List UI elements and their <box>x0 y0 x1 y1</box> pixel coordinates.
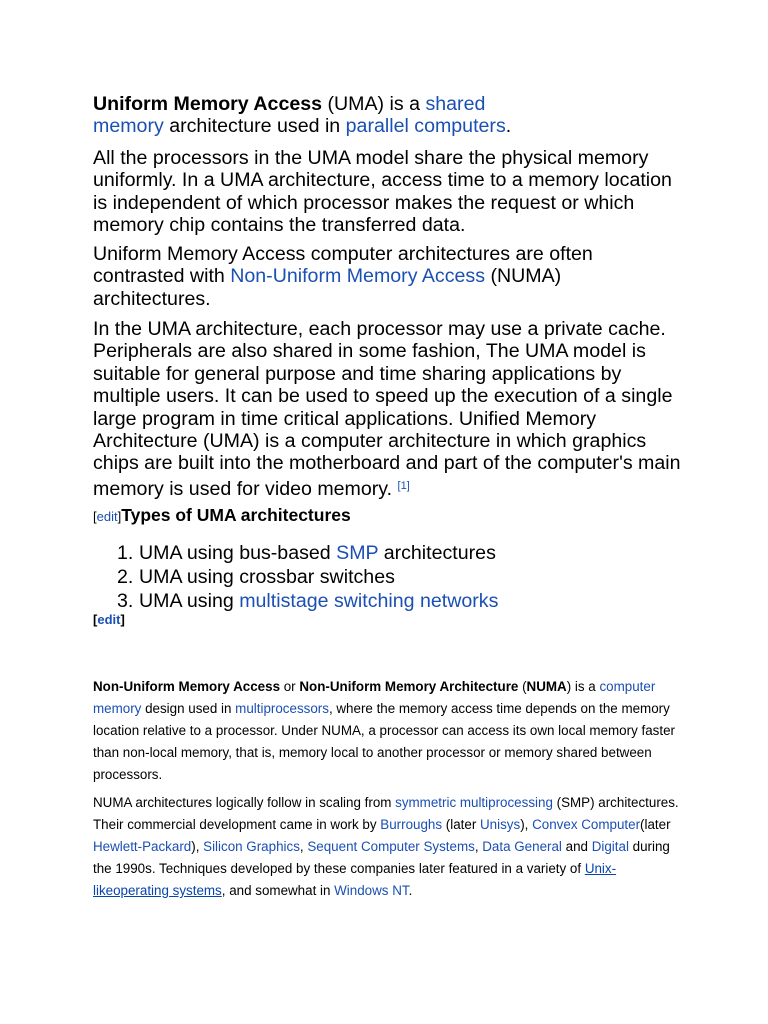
uma-intro <box>93 93 683 138</box>
link-symmetric-multiprocessing[interactable]: symmetric multiprocessing <box>395 795 553 810</box>
link-smp[interactable]: SMP <box>336 542 379 564</box>
section-heading-types <box>93 505 683 526</box>
link-sequent[interactable]: Sequent Computer Systems <box>307 839 475 854</box>
link-parallel-computers[interactable]: parallel computers <box>345 115 506 138</box>
edit-bracket: [edit] <box>93 509 122 524</box>
list-item: 2. UMA using crossbar switches <box>117 566 395 588</box>
link-silicon-graphics[interactable]: Silicon Graphics <box>203 839 300 854</box>
edit-link[interactable]: edit <box>96 509 118 524</box>
section-title: Types of UMA architectures <box>121 505 351 525</box>
numa-paragraph-1: Non-Uniform Memory Access or Non-Uniform Memory Architecture (NUMA) is a computer memory design used in multiprocessors, where the memory access time depends on the memory location relative to a processor. Under NUMA, a processor can access its own local memory faster than non-local memory, that is, memory local to another processor or memory shared between processors. <box>93 679 675 782</box>
link-multistage-switching-networks[interactable]: multistage switching networks <box>239 590 499 612</box>
edit-bracket-2: [edit] <box>93 612 125 627</box>
link-windows-nt[interactable]: Windows NT <box>334 883 409 898</box>
link-multiprocessors[interactable]: multiprocessors <box>235 701 329 716</box>
link-burroughs[interactable]: Burroughs <box>380 817 443 832</box>
reference-link[interactable]: [1] <box>397 479 410 492</box>
link-convex-computer[interactable]: Convex Computer <box>532 817 641 832</box>
uma-types-list <box>93 541 683 613</box>
list-item: 3. UMA using multistage switching networks <box>117 590 499 612</box>
numa-paragraph-2: NUMA architectures logically follow in scaling from symmetric multiprocessing (SMP) architectures. Their commercial development came in work by Burroughs (later Unisys), Convex Computer(later Hewlett-Packard), Silicon Graphics, Sequent Computer Systems, Data General and Digital during the 1990s. Techniques developed by these companies later featured in a variety of Unix-likeoperating systems, and somewhat in Windows NT. <box>93 795 679 898</box>
uma-paragraph-2: All the processors in the UMA model share the physical memory uniformly. In a UMA architecture, access time to a memory location is independent of which processor makes the request or which memory chip contains the transferred data. <box>93 147 672 237</box>
edit-link-2[interactable]: edit <box>97 612 121 627</box>
link-unix-like[interactable]: Unix-likeoperating systems <box>93 861 617 898</box>
link-unisys[interactable]: Unisys <box>480 817 521 832</box>
link-data-general[interactable]: Data General <box>482 839 562 854</box>
link-shared-memory[interactable]: shared memory <box>93 93 486 138</box>
link-computer-memory[interactable]: computer memory <box>93 679 656 716</box>
list-item: 1. UMA using bus-based SMP architectures <box>117 542 496 564</box>
uma-paragraph-4: In the UMA architecture, each processor may use a private cache. Peripherals are also shared in some fashion, The UMA model is suitable for general purpose and time sharing applications by multiple users. It can be used to speed up the execution of a single large program in time critical applications. Unified Memory Architecture (UMA) is a computer architecture in which graphics chips are built into the motherboard and part of the computer's main memory is used for video memory. [1] <box>93 318 681 500</box>
uma-intro-paragraph: Uniform Memory Access (UMA) is a shared memory architecture used in parallel computers. <box>93 93 512 138</box>
link-digital[interactable]: Digital <box>591 839 629 854</box>
uma-paragraph-3: Uniform Memory Access computer architectures are often contrasted with Non-Uniform Memory Access (NUMA) architectures. <box>93 243 593 310</box>
uma-term: Uniform Memory Access <box>93 93 323 115</box>
link-numa[interactable]: Non-Uniform Memory Access <box>230 265 486 288</box>
link-hewlett-packard[interactable]: Hewlett-Packard <box>93 839 192 854</box>
